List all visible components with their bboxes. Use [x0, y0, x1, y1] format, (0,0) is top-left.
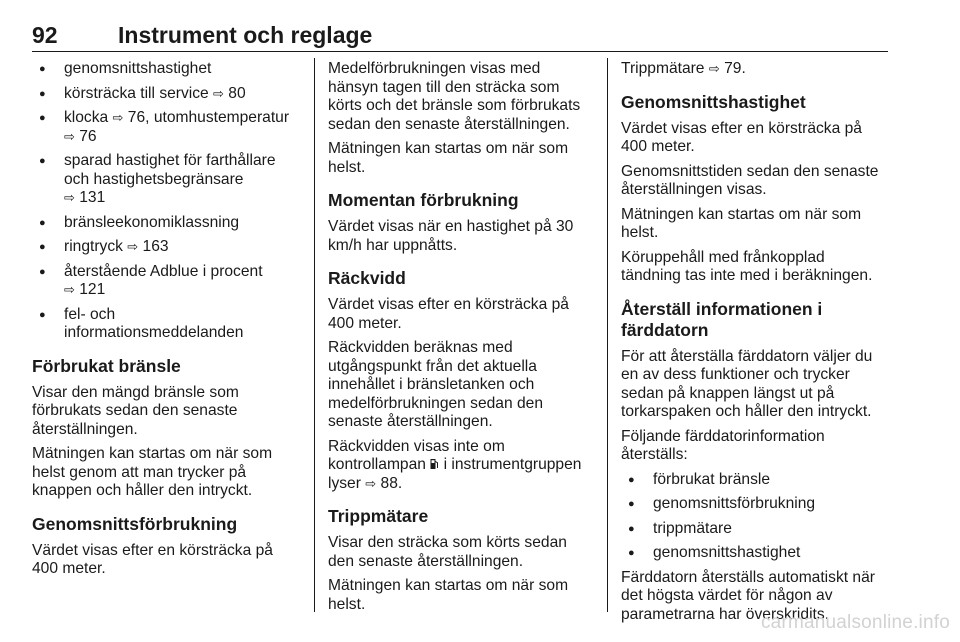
page-ref-arrow-icon: ⇨: [127, 239, 139, 254]
page-ref[interactable]: 80: [228, 84, 246, 102]
paragraph: Mätningen kan startas om när som helst.: [621, 205, 862, 241]
list-item: ● trippmätare: [621, 520, 887, 539]
column-1: [32, 60, 298, 585]
section-heading: Förbrukat bränsle: [32, 355, 181, 376]
paragraph: Genomsnittstiden sedan den senaste återställningen visas.: [621, 162, 879, 198]
watermark: carmanualsonline.info: [760, 612, 950, 633]
section-heading: Genomsnittsförbrukning: [32, 513, 238, 534]
page-ref-arrow-icon: ⇨: [365, 475, 377, 491]
section-heading: Momentan förbrukning: [328, 190, 519, 210]
page-number: 92: [32, 22, 58, 48]
page-ref[interactable]: 121: [79, 281, 106, 298]
page-ref[interactable]: 163: [142, 238, 169, 255]
section-heading: Genomsnittshastighet: [621, 91, 806, 112]
paragraph: Räckvidden visas inte om kontrollampan i instrumentgruppen lyser ⇨ 88.: [328, 437, 582, 492]
page-ref-arrow-icon: ⇨: [64, 190, 75, 205]
list-item: ● sparad hastighet för farthållare och hastighetsbegränsare ⇨ 131: [32, 152, 298, 208]
paragraph: För att återställa färddatorn väljer du en av dess funktioner och trycker sedan på knappen längst ut på torkarspaken och håller den intryckt.: [621, 347, 873, 420]
header-divider: [32, 51, 888, 52]
page-ref[interactable]: 88: [380, 474, 398, 492]
page-ref-arrow-icon: ⇨: [708, 61, 720, 76]
paragraph: Köruppehåll med frånkopplad tändning tas inte med i beräkningen.: [621, 248, 873, 284]
page-ref-arrow-icon: ⇨: [64, 282, 75, 297]
page-ref-arrow-icon: ⇨: [64, 128, 75, 144]
list-item: ● klocka ⇨ 76, utomhustemperatur ⇨ 76: [32, 109, 298, 146]
fuel-warning-lamp-icon: [430, 458, 439, 470]
list-item: ● bränsleekonomiklassning: [32, 214, 298, 233]
page-ref[interactable]: 76: [79, 127, 97, 145]
page-header: [32, 22, 888, 48]
paragraph: Visar den mängd bränsle som förbrukats sedan den senaste återställningen.: [32, 383, 239, 438]
column-3: [621, 60, 887, 630]
page-ref[interactable]: 76: [127, 109, 146, 126]
section-heading: Trippmätare: [328, 506, 429, 526]
paragraph: Visar den sträcka som körts sedan den senaste återställningen.: [328, 534, 567, 570]
paragraph: Mätningen kan startas om när som helst genom att man trycker på knappen och håller den intryckt.: [32, 445, 273, 499]
list-item: ● körsträcka till service ⇨ 80: [32, 85, 298, 104]
column-divider: [607, 58, 608, 612]
paragraph: Värdet visas efter en körsträcka på 400 meter.: [328, 296, 569, 332]
page-ref-arrow-icon: ⇨: [213, 85, 224, 101]
section-heading: Räckvidd: [328, 268, 406, 288]
paragraph: Trippmätare ⇨ 79.: [621, 60, 746, 77]
page-title: Instrument och reglage: [118, 22, 373, 48]
column-2: [328, 60, 594, 620]
list-item: ● genomsnittsförbrukning: [621, 495, 887, 514]
paragraph: Mätningen kan startas om när som helst.: [328, 140, 569, 176]
paragraph: Medelförbrukningen visas med hänsyn tagen till den sträcka som körts och det bränsle som förbrukats sedan den senaste återställningen.: [328, 60, 581, 133]
paragraph: Värdet visas efter en körsträcka på 400 meter.: [32, 541, 273, 577]
paragraph: Följande färddatorinformation återställs:: [621, 427, 825, 463]
paragraph: Färddatorn återställs automatiskt när det högsta värdet för någon av parametrarna har överskridits.: [621, 568, 875, 623]
page-ref[interactable]: 79: [724, 60, 742, 77]
list-item: ● förbrukat bränsle: [621, 471, 887, 490]
list-item: ● genomsnittshastighet: [32, 60, 298, 79]
column-divider: [314, 58, 315, 612]
section-heading: Återställ informationen i färddatorn: [621, 298, 823, 340]
list-item: ● ringtryck ⇨ 163: [32, 238, 298, 257]
list-item: ● återstående Adblue i procent ⇨ 121: [32, 263, 298, 300]
display-items-list: [32, 60, 298, 343]
list-item: ● genomsnittshastighet: [621, 544, 887, 563]
paragraph: Mätningen kan startas om när som helst.: [328, 577, 569, 613]
page-ref[interactable]: 131: [79, 189, 106, 206]
reset-items-list: [621, 471, 887, 563]
paragraph: Räckvidden beräknas med utgångspunkt från det aktuella innehållet i bränsletanken och medelförbrukningen sedan den senaste återställningen.: [328, 339, 544, 430]
paragraph: Värdet visas när en hastighet på 30 km/h har uppnåtts.: [328, 218, 574, 254]
page-ref-arrow-icon: ⇨: [112, 110, 124, 125]
paragraph: Värdet visas efter en körsträcka på 400 meter.: [621, 119, 862, 155]
list-item: ● fel- och informationsmeddelanden: [32, 306, 298, 343]
